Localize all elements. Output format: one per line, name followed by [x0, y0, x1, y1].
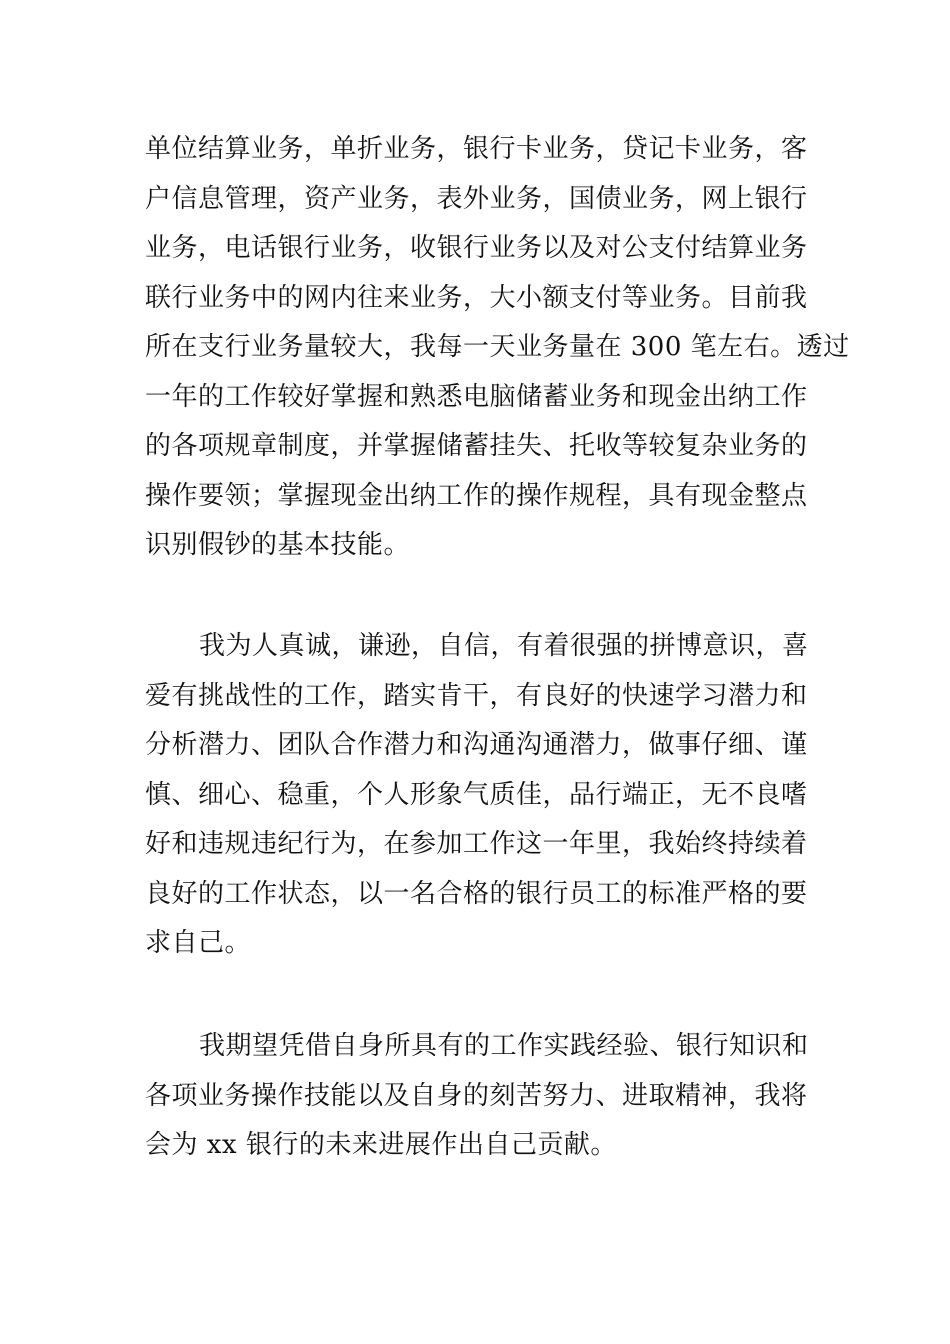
text-line: 良好的工作状态，以一名合格的银行员工的标准严格的要: [145, 878, 808, 909]
text-line: 分析潜力、团队合作潜力和沟通沟通潜力，做事仔细、谨: [145, 730, 808, 760]
text-line: 爱有挑战性的工作，踏实肯干，有良好的快速学习潜力和: [145, 680, 808, 711]
text-line: 一年的工作较好掌握和熟悉电脑储蓄业务和现金出纳工作: [145, 381, 808, 412]
text-line: 联行业务中的网内往来业务，大小额支付等业务。目前我: [145, 282, 808, 313]
text-line: 会为 xx 银行的未来进展作出自己贡献。: [145, 1130, 617, 1160]
paragraph-personal-qualities: [145, 622, 810, 969]
text-line: 的各项规章制度，并掌握储蓄挂失、托收等较复杂业务的: [145, 431, 808, 461]
paragraph-business-scope: [145, 125, 850, 571]
text-line: 各项业务操作技能以及自身的刻苦努力、进取精神，我将: [145, 1080, 808, 1111]
text-line: 业务，电话银行业务，收银行业务以及对公支付结算业务: [145, 233, 808, 263]
text-line: 所在支行业务量较大，我每一天业务量在 300 笔左右。透过: [145, 332, 850, 362]
text-line: 好和违规违纪行为，在参加工作这一年里，我始终持续着: [145, 829, 808, 859]
text-line: 户信息管理，资产业务，表外业务，国债业务，网上银行: [145, 183, 808, 214]
text-line: 求自己。: [145, 928, 252, 958]
text-line: 操作要领；掌握现金出纳工作的操作规程，具有现金整点: [145, 480, 808, 511]
text-line: 识别假钞的基本技能。: [145, 530, 411, 560]
text-line: 单位结算业务，单折业务，银行卡业务，贷记卡业务，客: [145, 134, 808, 164]
text-line: 慎、细心、稳重，个人形象气质佳，品行端正，无不良嗜: [145, 779, 808, 810]
paragraph-future-contribution: [145, 1022, 810, 1171]
text-line: 我期望凭借自身所具有的工作实践经验、银行知识和: [199, 1031, 809, 1061]
text-line: 我为人真诚，谦逊，自信，有着很强的拼博意识，喜: [199, 631, 809, 661]
